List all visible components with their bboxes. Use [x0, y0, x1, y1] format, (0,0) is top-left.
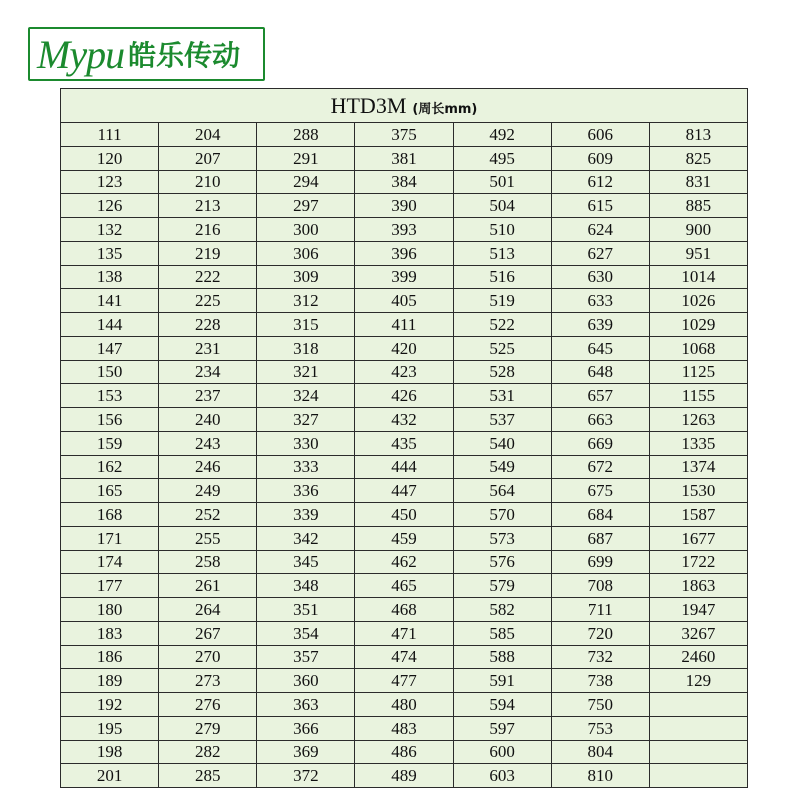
table-cell: 156 [61, 408, 159, 432]
table-cell: 195 [61, 716, 159, 740]
table-cell: 369 [257, 740, 355, 764]
table-cell: 630 [551, 265, 649, 289]
table-cell: 324 [257, 384, 355, 408]
table-cell: 393 [355, 218, 453, 242]
table-cell: 588 [453, 645, 551, 669]
table-cell: 495 [453, 146, 551, 170]
table-cell: 225 [159, 289, 257, 313]
table-cell: 333 [257, 455, 355, 479]
table-cell: 1014 [649, 265, 747, 289]
table-cell: 306 [257, 241, 355, 265]
table-cell: 150 [61, 360, 159, 384]
table-cell: 468 [355, 598, 453, 622]
table-cell: 753 [551, 716, 649, 740]
table-cell: 516 [453, 265, 551, 289]
table-cell: 606 [551, 123, 649, 147]
table-row [61, 360, 748, 384]
table-cell: 198 [61, 740, 159, 764]
table-cell: 147 [61, 336, 159, 360]
table-cell: 291 [257, 146, 355, 170]
table-cell: 180 [61, 598, 159, 622]
table-cell: 1068 [649, 336, 747, 360]
table-cell: 183 [61, 621, 159, 645]
table-cell: 1374 [649, 455, 747, 479]
table-row [61, 716, 748, 740]
table-cell: 1155 [649, 384, 747, 408]
table-cell: 576 [453, 550, 551, 574]
table-cell: 177 [61, 574, 159, 598]
table-cell: 294 [257, 170, 355, 194]
table-cell: 540 [453, 431, 551, 455]
table-row [61, 598, 748, 622]
table-cell: 711 [551, 598, 649, 622]
table-cell: 354 [257, 621, 355, 645]
table-cell: 297 [257, 194, 355, 218]
table-cell: 423 [355, 360, 453, 384]
table-cell: 381 [355, 146, 453, 170]
table-row [61, 265, 748, 289]
table-cell: 186 [61, 645, 159, 669]
table-cell: 201 [61, 764, 159, 788]
table-cell: 483 [355, 716, 453, 740]
table-cell: 330 [257, 431, 355, 455]
table-cell: 504 [453, 194, 551, 218]
table-cell: 207 [159, 146, 257, 170]
table-cell: 603 [453, 764, 551, 788]
table-cell: 312 [257, 289, 355, 313]
table-cell: 171 [61, 526, 159, 550]
table-cell: 1947 [649, 598, 747, 622]
table-cell: 345 [257, 550, 355, 574]
table-cell: 465 [355, 574, 453, 598]
table-cell: 219 [159, 241, 257, 265]
table-cell: 444 [355, 455, 453, 479]
table-cell: 240 [159, 408, 257, 432]
table-cell: 372 [257, 764, 355, 788]
table-cell: 264 [159, 598, 257, 622]
table-cell: 165 [61, 479, 159, 503]
table-cell: 531 [453, 384, 551, 408]
table-cell: 426 [355, 384, 453, 408]
table-cell: 351 [257, 598, 355, 622]
table-cell: 627 [551, 241, 649, 265]
table-cell: 231 [159, 336, 257, 360]
table-row [61, 740, 748, 764]
table-title-main: HTD3M [330, 92, 407, 118]
table-cell: 510 [453, 218, 551, 242]
table-row [61, 194, 748, 218]
table-cell: 363 [257, 693, 355, 717]
table-cell: 537 [453, 408, 551, 432]
table-cell: 237 [159, 384, 257, 408]
table-cell: 492 [453, 123, 551, 147]
table-cell: 825 [649, 146, 747, 170]
table-cell: 657 [551, 384, 649, 408]
logo-text-cn: 皓乐传动 [128, 39, 241, 72]
table-cell: 222 [159, 265, 257, 289]
table-cell: 501 [453, 170, 551, 194]
table-cell: 1587 [649, 503, 747, 527]
table-cell: 585 [453, 621, 551, 645]
table-cell: 153 [61, 384, 159, 408]
table-cell: 252 [159, 503, 257, 527]
table-header-row [61, 89, 748, 123]
table-cell: 204 [159, 123, 257, 147]
table-cell: 174 [61, 550, 159, 574]
table-cell: 213 [159, 194, 257, 218]
table-cell: 3267 [649, 621, 747, 645]
table-cell: 234 [159, 360, 257, 384]
table-row [61, 146, 748, 170]
table-cell: 348 [257, 574, 355, 598]
table-cell: 447 [355, 479, 453, 503]
table-cell: 486 [355, 740, 453, 764]
table-row [61, 313, 748, 337]
table-cell: 300 [257, 218, 355, 242]
table-cell: 462 [355, 550, 453, 574]
table-row [61, 574, 748, 598]
table-cell: 738 [551, 669, 649, 693]
table-body [61, 123, 748, 788]
table-cell: 477 [355, 669, 453, 693]
table-cell: 273 [159, 669, 257, 693]
table-cell: 282 [159, 740, 257, 764]
table-cell: 633 [551, 289, 649, 313]
table-cell: 420 [355, 336, 453, 360]
table-row [61, 431, 748, 455]
table-cell: 261 [159, 574, 257, 598]
table-cell: 189 [61, 669, 159, 693]
table-cell: 750 [551, 693, 649, 717]
table-cell: 804 [551, 740, 649, 764]
table-cell: 813 [649, 123, 747, 147]
table-title-sub: (周长mm) [412, 101, 478, 117]
table-cell: 624 [551, 218, 649, 242]
table-cell: 138 [61, 265, 159, 289]
table-cell: 732 [551, 645, 649, 669]
table-row [61, 645, 748, 669]
table-cell: 258 [159, 550, 257, 574]
table-row [61, 621, 748, 645]
table-cell: 1677 [649, 526, 747, 550]
table-cell: 1722 [649, 550, 747, 574]
table-cell: 522 [453, 313, 551, 337]
table-cell: 339 [257, 503, 355, 527]
table-cell: 489 [355, 764, 453, 788]
logo-text-en: Mypu [37, 31, 125, 77]
table-cell: 288 [257, 123, 355, 147]
table-cell: 375 [355, 123, 453, 147]
table-cell: 309 [257, 265, 355, 289]
table-cell: 399 [355, 265, 453, 289]
table-row [61, 764, 748, 788]
table-cell: 672 [551, 455, 649, 479]
table-cell: 573 [453, 526, 551, 550]
table-cell: 645 [551, 336, 649, 360]
table-row [61, 384, 748, 408]
table-cell: 594 [453, 693, 551, 717]
table-cell: 549 [453, 455, 551, 479]
table-row [61, 336, 748, 360]
table-row [61, 408, 748, 432]
table-cell: 900 [649, 218, 747, 242]
table-cell: 648 [551, 360, 649, 384]
table-cell: 327 [257, 408, 355, 432]
table-cell: 699 [551, 550, 649, 574]
table-cell: 513 [453, 241, 551, 265]
table-cell: 267 [159, 621, 257, 645]
table-cell: 249 [159, 479, 257, 503]
table-cell: 669 [551, 431, 649, 455]
table-cell: 1863 [649, 574, 747, 598]
table-cell: 318 [257, 336, 355, 360]
table-cell: 639 [551, 313, 649, 337]
table-cell: 390 [355, 194, 453, 218]
table-row [61, 241, 748, 265]
table-row [61, 170, 748, 194]
table-cell: 2460 [649, 645, 747, 669]
table-row [61, 455, 748, 479]
table-cell: 831 [649, 170, 747, 194]
table-cell: 1335 [649, 431, 747, 455]
table-cell: 228 [159, 313, 257, 337]
table-cell: 384 [355, 170, 453, 194]
table-cell: 528 [453, 360, 551, 384]
table-cell: 243 [159, 431, 257, 455]
table-cell: 270 [159, 645, 257, 669]
table-cell: 1026 [649, 289, 747, 313]
table-cell: 810 [551, 764, 649, 788]
table-row [61, 526, 748, 550]
table-cell: 279 [159, 716, 257, 740]
table-cell: 597 [453, 716, 551, 740]
table-cell: 321 [257, 360, 355, 384]
table-row [61, 218, 748, 242]
table-cell [649, 693, 747, 717]
table-cell: 591 [453, 669, 551, 693]
table-row [61, 503, 748, 527]
table-cell: 1530 [649, 479, 747, 503]
table-row [61, 693, 748, 717]
table-cell: 1125 [649, 360, 747, 384]
table-cell: 141 [61, 289, 159, 313]
table-cell: 336 [257, 479, 355, 503]
table-cell: 360 [257, 669, 355, 693]
brand-logo [28, 27, 265, 81]
table-cell: 720 [551, 621, 649, 645]
table-cell: 396 [355, 241, 453, 265]
table-cell: 1029 [649, 313, 747, 337]
table-cell: 612 [551, 170, 649, 194]
table-cell: 615 [551, 194, 649, 218]
table-cell: 480 [355, 693, 453, 717]
table-cell: 135 [61, 241, 159, 265]
table-row [61, 123, 748, 147]
table-cell: 600 [453, 740, 551, 764]
table-cell: 168 [61, 503, 159, 527]
table-cell: 159 [61, 431, 159, 455]
table-cell: 609 [551, 146, 649, 170]
table-cell: 564 [453, 479, 551, 503]
table-cell: 687 [551, 526, 649, 550]
table-cell: 951 [649, 241, 747, 265]
table-cell: 519 [453, 289, 551, 313]
belt-length-table [60, 88, 748, 788]
table-cell: 276 [159, 693, 257, 717]
table-cell: 357 [257, 645, 355, 669]
table-title [61, 89, 748, 123]
table-row [61, 289, 748, 313]
table-cell: 126 [61, 194, 159, 218]
table-cell: 132 [61, 218, 159, 242]
table-cell: 162 [61, 455, 159, 479]
table-cell: 708 [551, 574, 649, 598]
table-cell: 210 [159, 170, 257, 194]
table-cell: 129 [649, 669, 747, 693]
table-cell: 663 [551, 408, 649, 432]
table-cell: 120 [61, 146, 159, 170]
table-cell: 144 [61, 313, 159, 337]
table-cell: 450 [355, 503, 453, 527]
table-cell: 405 [355, 289, 453, 313]
table-cell: 246 [159, 455, 257, 479]
table-cell: 435 [355, 431, 453, 455]
table-cell [649, 740, 747, 764]
table-cell [649, 764, 747, 788]
table-cell: 579 [453, 574, 551, 598]
table-row [61, 550, 748, 574]
table-cell: 123 [61, 170, 159, 194]
table-cell: 192 [61, 693, 159, 717]
table-cell: 471 [355, 621, 453, 645]
table-cell: 459 [355, 526, 453, 550]
table-cell: 216 [159, 218, 257, 242]
table-cell: 1263 [649, 408, 747, 432]
table-cell: 366 [257, 716, 355, 740]
belt-length-table-container [60, 88, 748, 788]
table-cell: 684 [551, 503, 649, 527]
table-cell [649, 716, 747, 740]
table-cell: 885 [649, 194, 747, 218]
table-cell: 432 [355, 408, 453, 432]
table-cell: 255 [159, 526, 257, 550]
table-cell: 342 [257, 526, 355, 550]
table-cell: 675 [551, 479, 649, 503]
table-cell: 315 [257, 313, 355, 337]
table-row [61, 479, 748, 503]
table-cell: 111 [61, 123, 159, 147]
table-cell: 582 [453, 598, 551, 622]
table-cell: 285 [159, 764, 257, 788]
table-cell: 474 [355, 645, 453, 669]
table-cell: 570 [453, 503, 551, 527]
table-cell: 525 [453, 336, 551, 360]
table-cell: 411 [355, 313, 453, 337]
table-row [61, 669, 748, 693]
